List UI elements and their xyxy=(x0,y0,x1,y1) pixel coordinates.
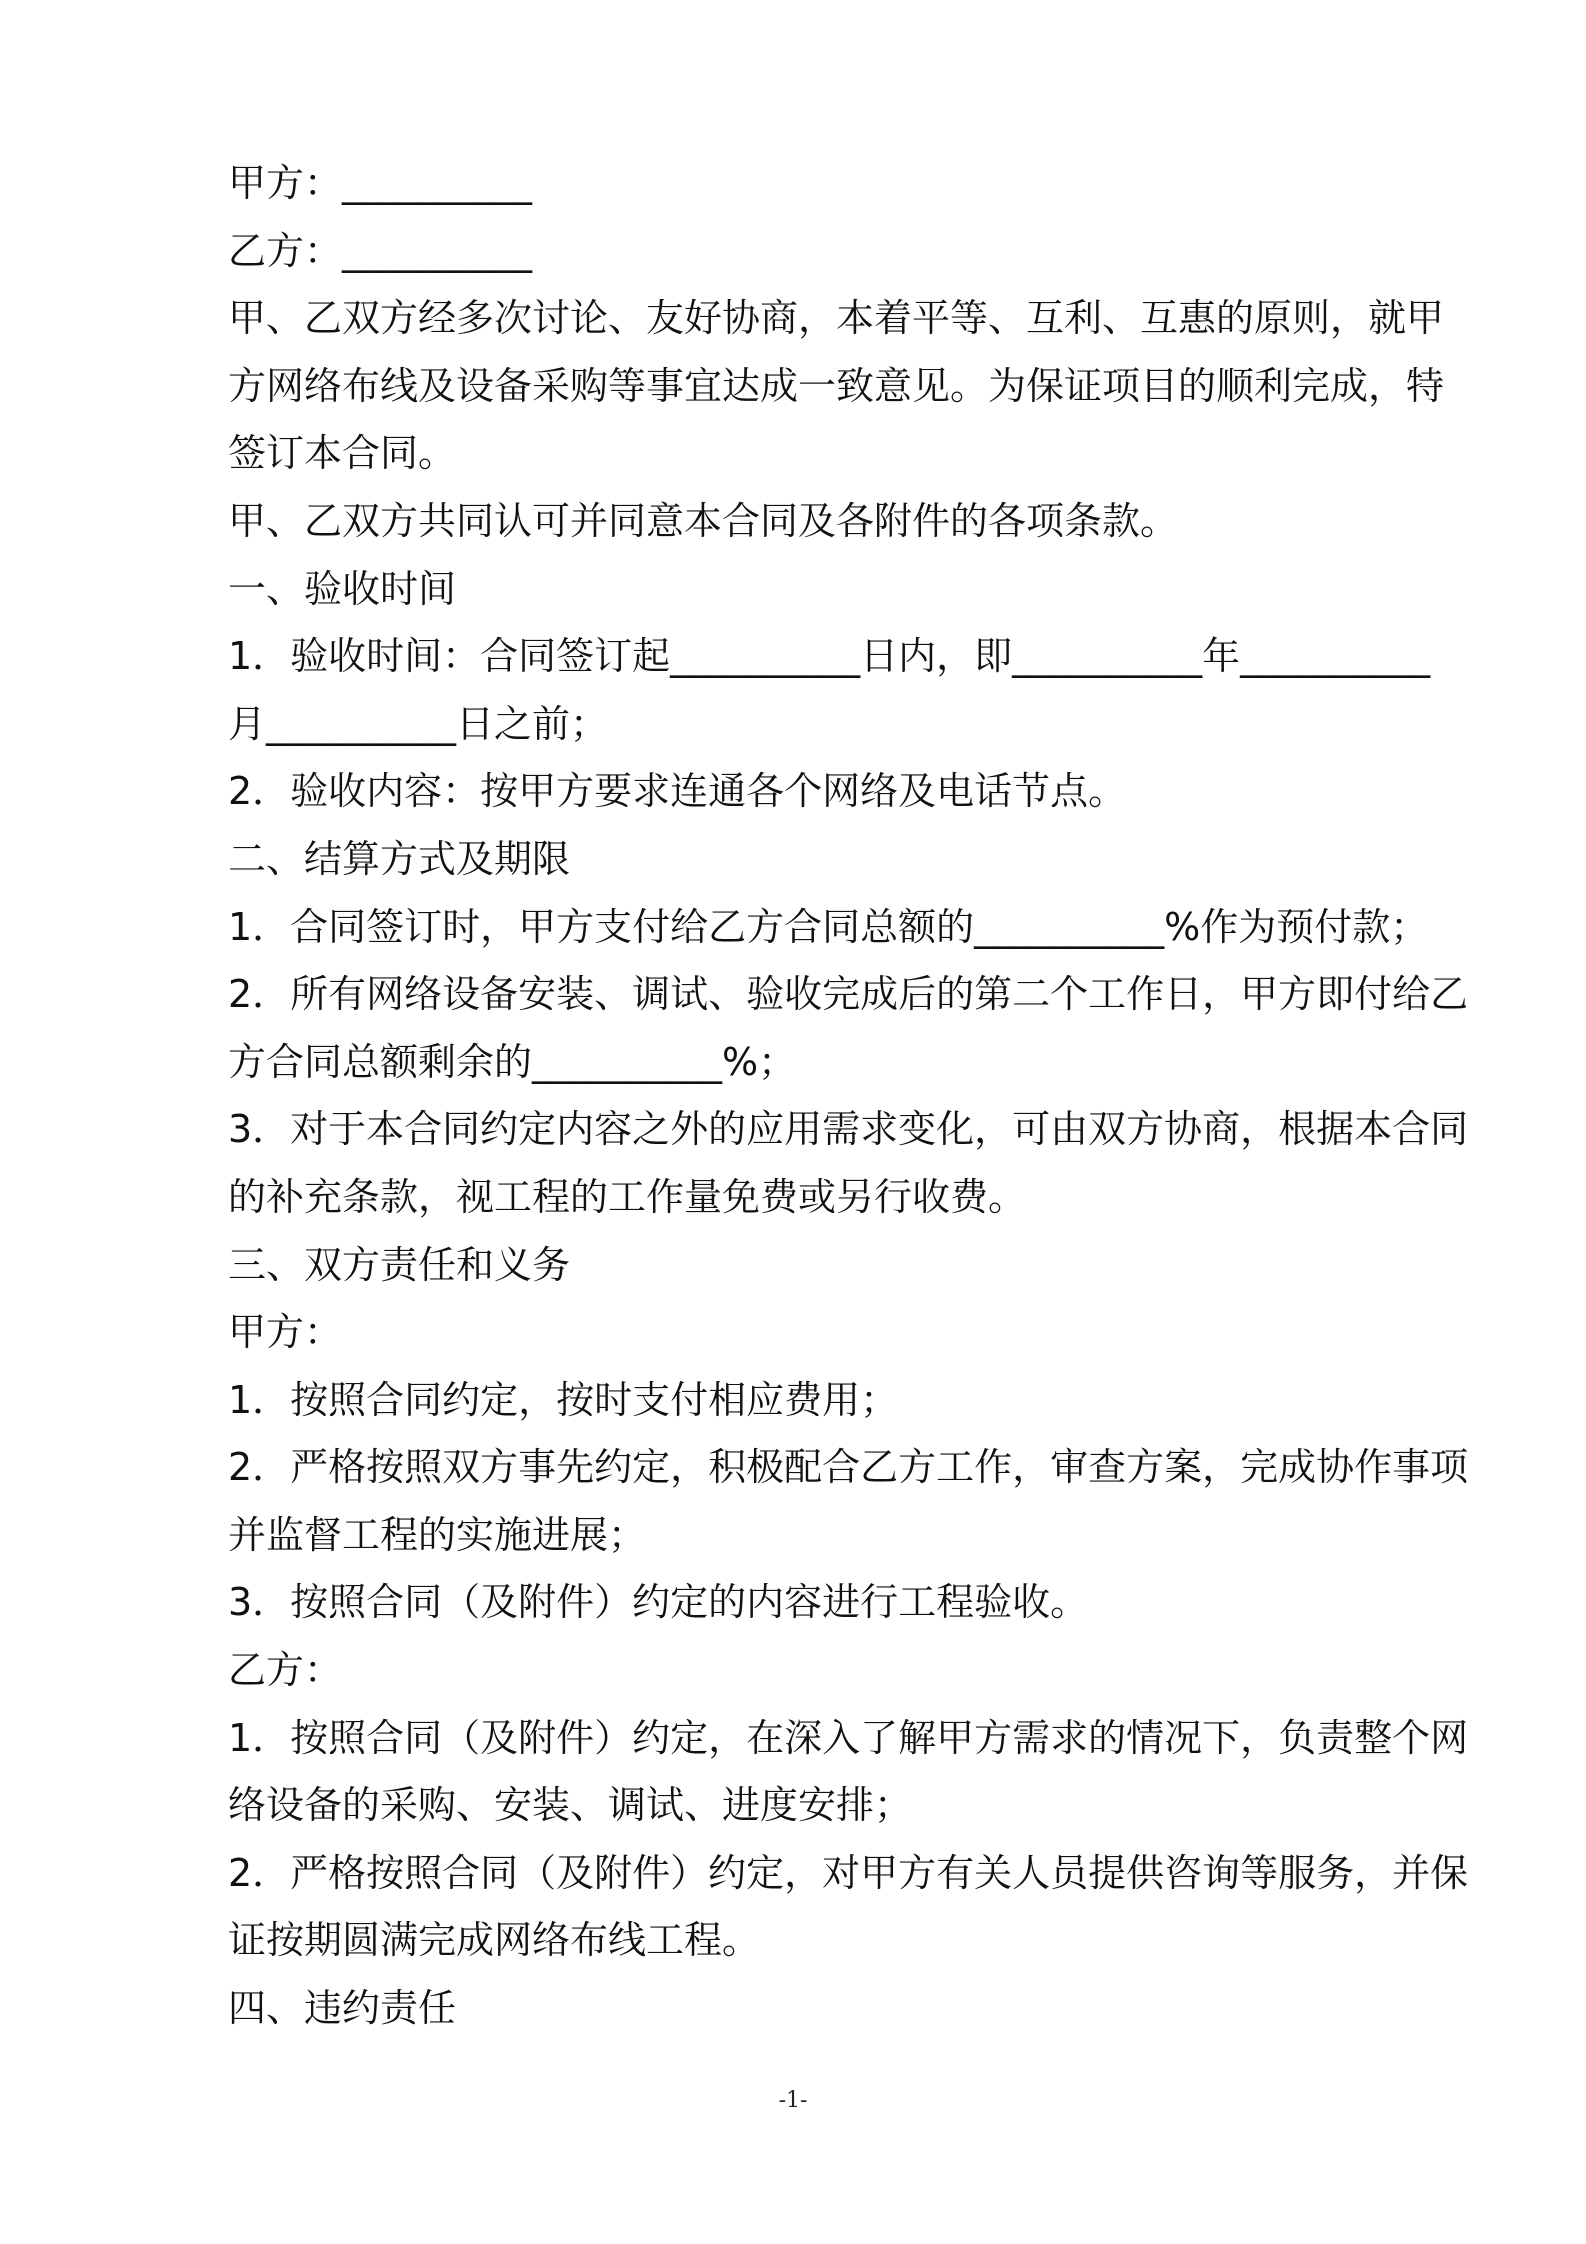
clause-line: 2．严格按照双方事先约定，积极配合乙方工作，审查方案，完成协作事项 xyxy=(228,1445,1469,1490)
clause-line: 1．合同签订时，甲方支付给乙方合同总额的__________%作为预付款； xyxy=(228,904,1429,949)
party-a-line: 甲方：__________ xyxy=(228,161,533,205)
section-heading-settlement: 二、结算方式及期限 xyxy=(228,836,571,881)
clause-line: 2．验收内容：按甲方要求连通各个网络及电话节点。 xyxy=(228,769,1127,814)
preamble-line: 方网络布线及设备采购等事宜达成一致意见。为保证项目的顺利完成，特 xyxy=(228,363,1445,408)
preamble-line: 签订本合同。 xyxy=(228,431,457,476)
clause-line: 2．严格按照合同（及附件）约定，对甲方有关人员提供咨询等服务，并保 xyxy=(228,1850,1469,1895)
contract-body xyxy=(228,150,1469,2043)
agreement-statement: 甲、乙双方共同认可并同意本合同及各附件的各项条款。 xyxy=(228,498,1179,543)
clause-line: 并监督工程的实施进展； xyxy=(228,1512,647,1557)
clause-line: 1．按照合同约定，按时支付相应费用； xyxy=(228,1377,899,1422)
clause-line: 的补充条款，视工程的工作量免费或另行收费。 xyxy=(228,1174,1027,1219)
clause-line: 1．按照合同（及附件）约定，在深入了解甲方需求的情况下，负责整个网 xyxy=(228,1715,1469,1760)
party-b-line: 乙方：__________ xyxy=(228,228,533,273)
party-a-subheading: 甲方： xyxy=(228,1310,343,1355)
section-heading-responsibilities: 三、双方责任和义务 xyxy=(228,1242,571,1287)
clause-line: 络设备的采购、安装、调试、进度安排； xyxy=(228,1783,913,1828)
party-b-subheading: 乙方： xyxy=(228,1648,343,1693)
section-heading-acceptance-time: 一、验收时间 xyxy=(228,566,457,611)
page-number: -1- xyxy=(778,2088,808,2113)
clause-line: 证按期圆满完成网络布线工程。 xyxy=(228,1918,761,1963)
preamble-line: 甲、乙双方经多次讨论、友好协商，本着平等、互利、互惠的原则，就甲 xyxy=(228,296,1445,341)
clause-line: 月__________日之前； xyxy=(228,701,609,746)
clause-line: 3．对于本合同约定内容之外的应用需求变化，可由双方协商，根据本合同 xyxy=(228,1107,1469,1152)
clause-line: 2．所有网络设备安装、调试、验收完成后的第二个工作日，甲方即付给乙 xyxy=(228,972,1469,1017)
clause-line: 方合同总额剩余的__________%； xyxy=(228,1039,797,1084)
clause-line: 1．验收时间：合同签订起__________日内，即__________年__________ xyxy=(228,634,1431,679)
section-heading-breach-liability: 四、违约责任 xyxy=(228,1986,457,2031)
clause-line: 3．按照合同（及附件）约定的内容进行工程验收。 xyxy=(228,1580,1089,1625)
